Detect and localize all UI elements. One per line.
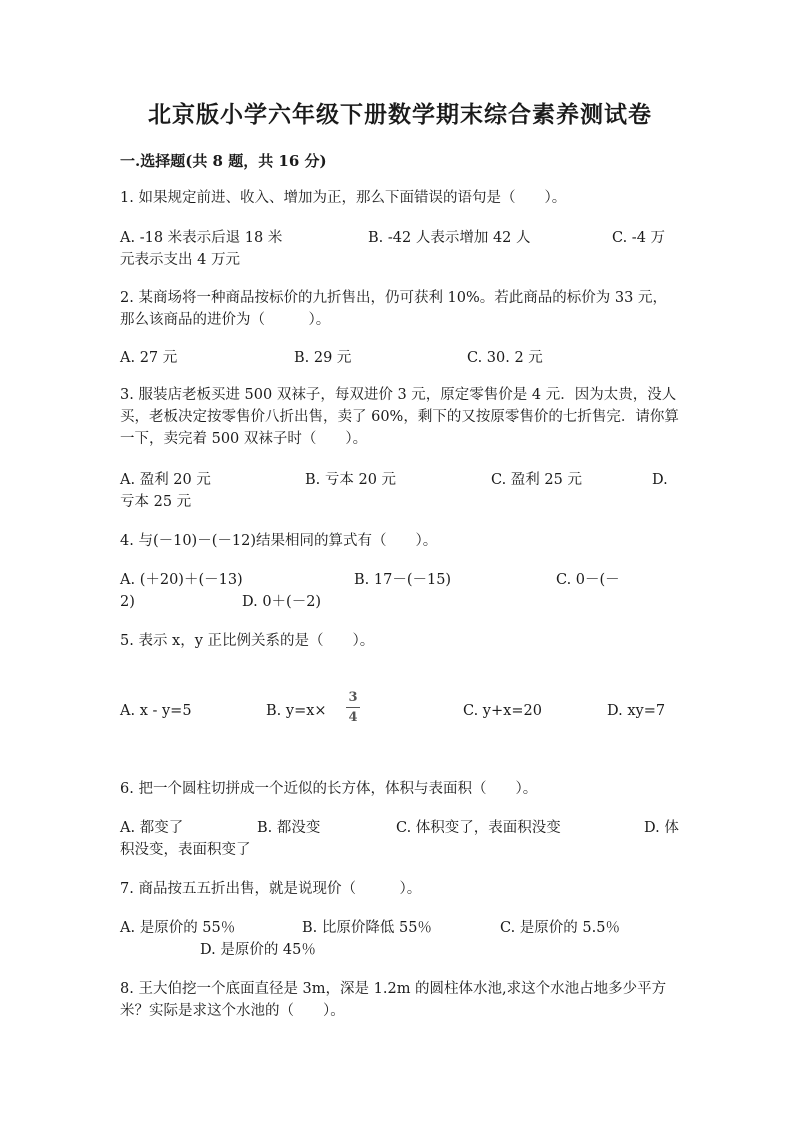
q6-option-a: A. 都变了 — [120, 820, 184, 836]
section-heading: 一.选择题(共 8 题，共 16 分) — [120, 152, 327, 170]
q7-option-b: B. 比原价降低 55％ — [302, 920, 432, 936]
fraction-bar — [346, 707, 360, 708]
q1-option-c-cont: 元表示支出 4 万元 — [120, 252, 240, 268]
fraction-numerator: 3 — [348, 690, 358, 705]
q6-option-b: B. 都没变 — [257, 820, 321, 836]
question-4: 4. 与(－10)－(－12)结果相同的算式有（ ）。 — [120, 533, 438, 549]
q5-option-c: C. y+x=20 — [463, 703, 542, 719]
question-5: 5. 表示 x，y 正比例关系的是（ ）。 — [120, 633, 375, 649]
question-1: 1. 如果规定前进、收入、增加为正，那么下面错误的语句是（ ）。 — [120, 190, 567, 206]
q2-option-c: C. 30. 2 元 — [467, 350, 543, 366]
question-2: 2. 某商场将一种商品按标价的九折售出，仍可获利 10%。若此商品的标价为 33 元，那么该商品的进价为（ ）。 — [120, 290, 667, 328]
q3-option-c: C. 盈利 25 元 — [491, 472, 582, 488]
q4-option-c: C. 0－(－ — [556, 572, 620, 588]
fraction-three-quarters — [346, 690, 360, 725]
q7-option-d: D. 是原价的 45％ — [200, 942, 316, 958]
page-title: 北京版小学六年级下册数学期末综合素养测试卷 — [148, 101, 652, 128]
question-7: 7. 商品按五五折出售，就是说现价（ ）。 — [120, 881, 422, 897]
q6-option-d: D. 体 — [644, 820, 679, 836]
q1-option-b: B. -42 人表示增加 42 人 — [368, 230, 531, 246]
q2-option-b: B. 29 元 — [294, 350, 352, 366]
question-8: 8. 王大伯挖一个底面直径是 3m，深是 1.2m 的圆柱体水池,求这个水池占地多少平方米？实际是求这个水池的（ ）。 — [120, 981, 667, 1019]
q5-option-a: A. x - y=5 — [120, 703, 192, 719]
q2-option-a: A. 27 元 — [120, 350, 178, 366]
q6-option-d-cont: 积没变，表面积变了 — [120, 842, 251, 858]
q5-option-d: D. xy=7 — [607, 703, 666, 719]
q4-option-a: A. (＋20)＋(－13) — [120, 572, 243, 588]
question-3: 3. 服装店老板买进 500 双袜子，每双进价 3 元，原定零售价是 4 元．因为太贵，没人买，老板决定按零售价八折出售，卖了 60%，剩下的又按原零售价的七折售完．请你算一下，卖完着 500 双袜子时（ ）。 — [120, 387, 679, 447]
q7-option-c: C. 是原价的 5.5％ — [500, 920, 620, 936]
q1-option-a: A. -18 米表示后退 18 米 — [120, 230, 283, 246]
fraction-denominator: 4 — [348, 710, 358, 725]
q4-option-c-cont: 2) — [120, 594, 135, 610]
q7-option-a: A. 是原价的 55％ — [120, 920, 236, 936]
q3-option-d: D. — [652, 472, 668, 488]
q1-option-c: C. -4 万 — [612, 230, 666, 246]
q3-option-b: B. 亏本 20 元 — [305, 472, 397, 488]
q4-option-d: D. 0＋(－2) — [242, 594, 322, 610]
q4-option-b: B. 17－(－15) — [354, 572, 452, 588]
question-6: 6. 把一个圆柱切拼成一个近似的长方体，体积与表面积（ ）。 — [120, 781, 538, 797]
q3-option-d-cont: 亏本 25 元 — [120, 494, 192, 510]
q6-option-c: C. 体积变了，表面积没变 — [396, 820, 561, 836]
q3-option-a: A. 盈利 20 元 — [120, 472, 211, 488]
q5-option-b: B. y=x× — [266, 703, 327, 719]
